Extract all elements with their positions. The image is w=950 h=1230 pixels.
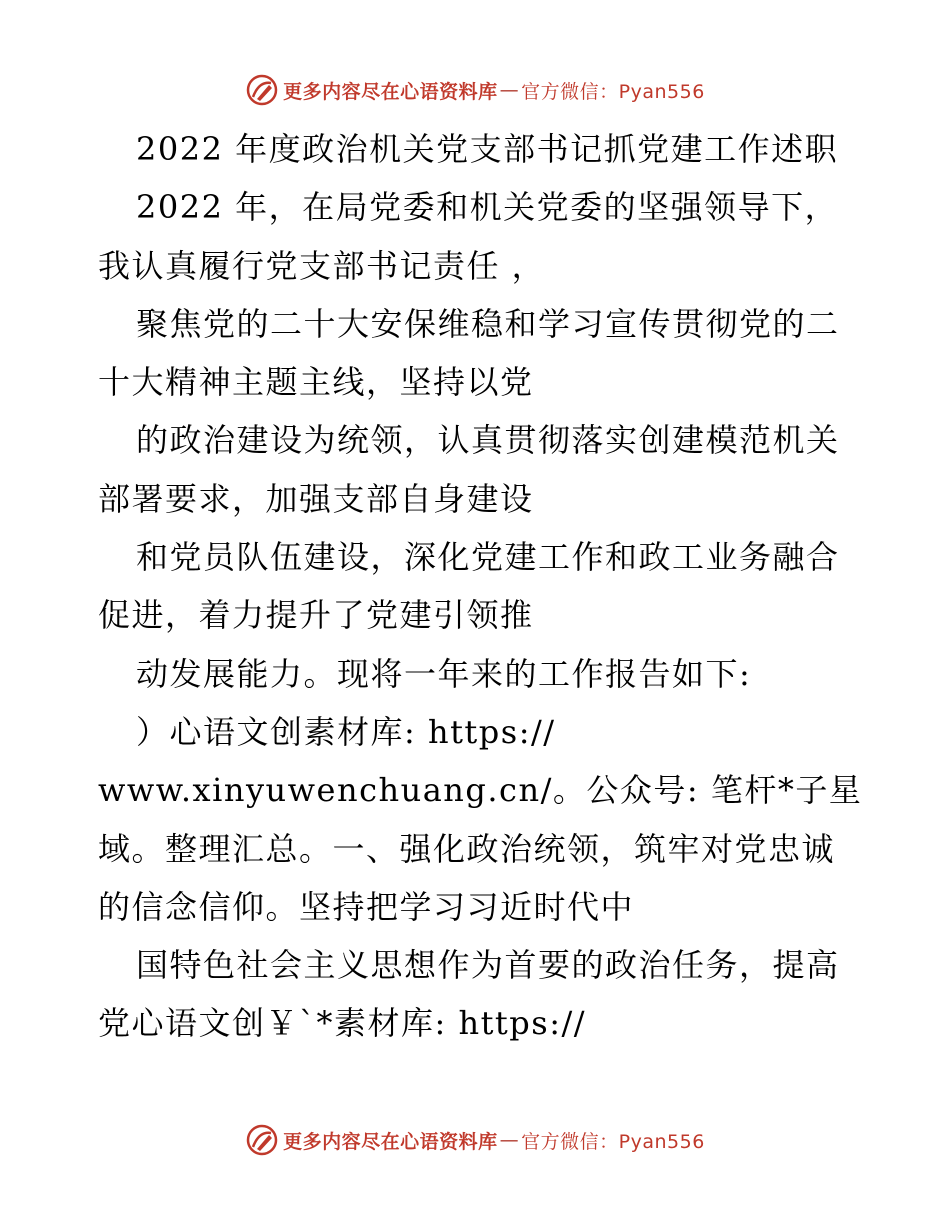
- paragraph-line: 域。整理汇总。一、强化政治统领，筑牢对党忠诚: [98, 829, 836, 868]
- paragraph-line: 聚焦党的二十大安保维稳和学习宣传贯彻党的二: [136, 304, 840, 343]
- paragraph-line: 十大精神主题主线，坚持以党: [98, 363, 534, 402]
- paragraph-line: 动发展能力。现将一年来的工作报告如下:: [136, 654, 752, 693]
- watermark-text: 更多内容尽在心语资料库: [283, 80, 498, 103]
- paragraph-line: 和党员队伍建设，深化党建工作和政工业务融合: [136, 538, 840, 577]
- watermark-separator: —: [499, 1129, 520, 1151]
- pen-swirl-logo-icon: [245, 1123, 279, 1157]
- watermark-suffix: 官方微信：Pyan556: [521, 80, 705, 103]
- footer-watermark: [0, 1120, 950, 1160]
- watermark-separator: —: [499, 79, 520, 101]
- paragraph-line: 我认真履行党支部书记责任 ，: [98, 246, 546, 285]
- paragraph-line: 的信念信仰。坚持把学习习近时代中: [98, 887, 635, 926]
- watermark-text: 更多内容尽在心语资料库: [283, 1130, 498, 1153]
- paragraph-line: 的政治建设为统领，认真贯彻落实创建模范机关: [136, 421, 840, 460]
- paragraph-line: 党心语文创￥`*素材库: https://: [98, 1004, 587, 1043]
- header-watermark: [0, 70, 950, 110]
- pen-swirl-logo-icon: [245, 73, 279, 107]
- paragraph-line: 2022 年，在局党委和机关党委的坚强领导下，: [136, 188, 839, 227]
- paragraph-line: www.xinyuwenchuang.cn/。公众号: 笔杆*子星: [98, 771, 863, 810]
- paragraph-line: 部署要求，加强支部自身建设: [98, 479, 534, 518]
- paragraph-line: 促进，着力提升了党建引领推: [98, 596, 534, 635]
- watermark-suffix: 官方微信：Pyan556: [521, 1130, 705, 1153]
- paragraph-line: 国特色社会主义思想作为首要的政治任务，提高: [136, 946, 840, 985]
- document-body: [98, 120, 868, 1053]
- paragraph-line: ）心语文创素材库: https://: [136, 712, 556, 751]
- document-title: 2022 年度政治机关党支部书记抓党建工作述职: [136, 130, 839, 168]
